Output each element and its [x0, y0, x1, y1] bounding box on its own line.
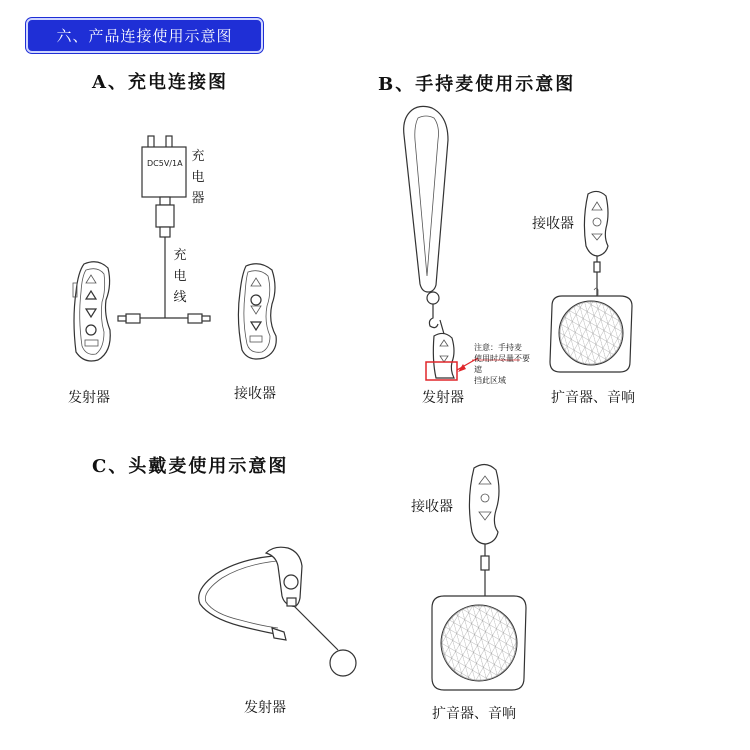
lanyard	[404, 106, 448, 334]
receiver-label-c: 接收器	[411, 499, 453, 515]
receiver-label-a: 接收器	[234, 386, 276, 402]
section-a-title: A、充电连接图	[92, 72, 228, 93]
section-badge-text: 六、产品连接使用示意图	[56, 27, 233, 45]
cable-label: 充电线	[173, 248, 187, 305]
section-b-title: B、手持麦使用示意图	[378, 74, 576, 95]
speaker-label-c: 扩音器、音响	[432, 706, 516, 722]
transmitter-label-a: 发射器	[68, 390, 110, 406]
adapter-rating-text: DC5V/1A	[147, 159, 183, 168]
receiver-label-b: 接收器	[532, 216, 574, 232]
speaker-b	[550, 288, 632, 372]
receiver-device-c	[469, 464, 499, 596]
transmitter-device-a	[73, 262, 110, 361]
receiver-device-b	[584, 191, 608, 298]
section-c-title: C、头戴麦使用示意图	[92, 456, 289, 477]
transmitter-label-c: 发射器	[244, 700, 286, 716]
speaker-c	[432, 596, 526, 690]
charger-adapter	[142, 136, 186, 237]
headset	[199, 547, 356, 676]
handheld-note: 注意：手持麦 使用时尽量不要遮 挡此区域	[474, 343, 530, 385]
speaker-label-b: 扩音器、音响	[551, 390, 635, 406]
transmitter-label-b: 发射器	[422, 390, 464, 406]
transmitter-device-b	[433, 333, 454, 378]
charger-label: 充电器	[191, 149, 205, 206]
charging-cable	[118, 237, 210, 323]
receiver-device-a	[238, 264, 276, 359]
